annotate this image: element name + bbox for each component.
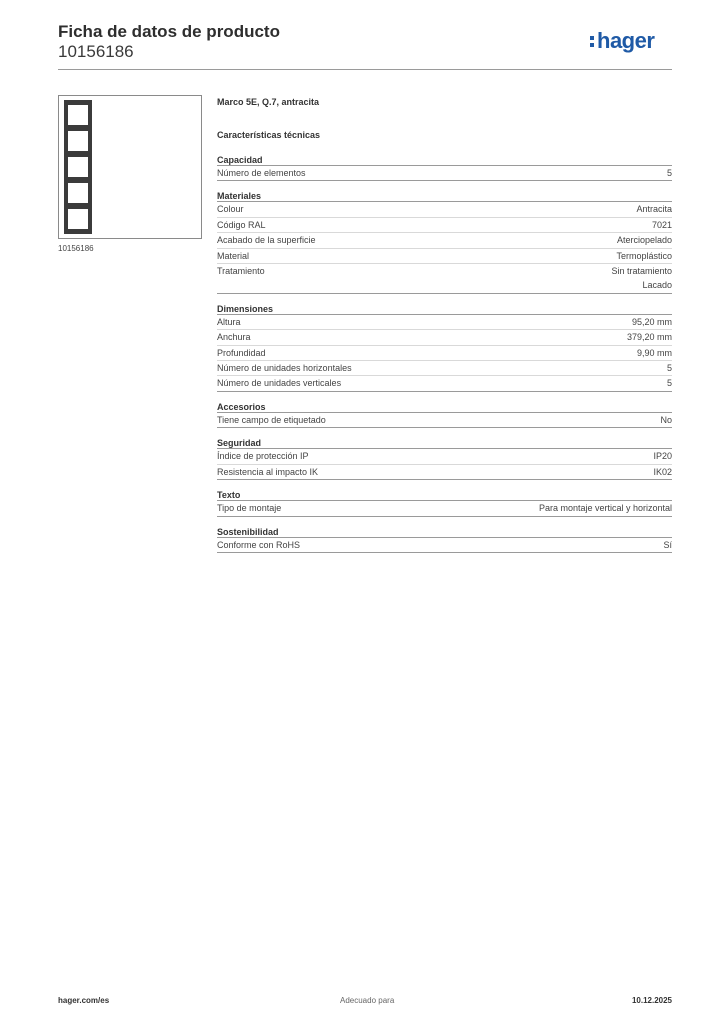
spec-label: Material bbox=[217, 250, 250, 261]
spec-row bbox=[217, 345, 672, 360]
spec-label: Número de unidades horizontales bbox=[217, 363, 352, 374]
svg-text:hager: hager bbox=[597, 28, 655, 53]
spec-row bbox=[217, 248, 672, 263]
spec-value: 379,20 mm bbox=[626, 332, 672, 343]
spec-label: Altura bbox=[217, 316, 241, 327]
section-rows bbox=[217, 166, 672, 181]
spec-row bbox=[217, 329, 672, 344]
spec-value: Antracita bbox=[636, 204, 672, 215]
document-number: 10156186 bbox=[58, 42, 134, 61]
spec-value: IK02 bbox=[653, 466, 672, 477]
spec-row bbox=[217, 413, 672, 427]
spec-content bbox=[217, 96, 672, 553]
spec-section bbox=[217, 438, 672, 480]
spec-value: 5 bbox=[666, 378, 672, 389]
section-title: Seguridad bbox=[217, 438, 672, 449]
footer-date: 10.12.2025 bbox=[631, 996, 672, 1005]
spec-value: 95,20 mm bbox=[631, 316, 672, 327]
footer-suitable-for: Adecuado para bbox=[340, 996, 395, 1005]
section-title: Dimensiones bbox=[217, 304, 672, 315]
spec-row bbox=[217, 501, 672, 515]
spec-label: Código RAL bbox=[217, 219, 266, 230]
spec-value: IP20 bbox=[653, 451, 672, 462]
spec-value: Aterciopelado bbox=[616, 235, 672, 246]
spec-label: Acabado de la superficie bbox=[217, 235, 316, 246]
section-rows bbox=[217, 538, 672, 553]
spec-section bbox=[217, 402, 672, 428]
spec-label: Número de unidades verticales bbox=[217, 378, 342, 389]
spec-value: Sí bbox=[663, 539, 672, 550]
spec-row bbox=[217, 375, 672, 390]
section-title: Materiales bbox=[217, 191, 672, 202]
spec-sections bbox=[217, 155, 672, 553]
spec-section bbox=[217, 527, 672, 553]
product-title: Marco 5E, Q.7, antracita bbox=[217, 97, 320, 107]
spec-section bbox=[217, 304, 672, 392]
spec-section bbox=[217, 490, 672, 516]
spec-row bbox=[217, 315, 672, 329]
spec-section bbox=[217, 155, 672, 181]
document-header bbox=[58, 22, 672, 70]
product-thumbnail bbox=[58, 95, 202, 239]
spec-value: Termoplástico bbox=[616, 250, 672, 261]
spec-value: 5 bbox=[666, 168, 672, 178]
spec-label: Conforme con RoHS bbox=[217, 539, 301, 550]
spec-row bbox=[217, 360, 672, 375]
footer-website: hager.com/es bbox=[58, 996, 110, 1005]
section-rows bbox=[217, 202, 672, 293]
spec-value: No bbox=[660, 414, 672, 425]
spec-label: Profundidad bbox=[217, 347, 266, 358]
section-title: Sostenibilidad bbox=[217, 527, 672, 538]
section-rows bbox=[217, 501, 672, 516]
spec-label: Anchura bbox=[217, 332, 251, 343]
section-rows bbox=[217, 315, 672, 392]
spec-row bbox=[217, 464, 672, 479]
thumbnail-caption: 10156186 bbox=[58, 244, 94, 253]
spec-label: Índice de protección IP bbox=[217, 451, 309, 462]
spec-row bbox=[217, 538, 672, 552]
section-rows bbox=[217, 413, 672, 428]
frame-illustration bbox=[59, 96, 201, 238]
section-rows bbox=[217, 449, 672, 480]
spec-label: Tratamiento bbox=[217, 266, 265, 277]
spec-value: Para montaje vertical y horizontal bbox=[538, 503, 672, 514]
spec-row bbox=[217, 449, 672, 463]
spec-row bbox=[217, 232, 672, 247]
technical-characteristics-heading: Características técnicas bbox=[217, 130, 321, 140]
spec-label: Número de elementos bbox=[217, 168, 306, 178]
section-title: Texto bbox=[217, 490, 672, 501]
spec-section bbox=[217, 191, 672, 293]
spec-row bbox=[217, 166, 672, 180]
spec-row bbox=[217, 263, 672, 293]
section-title: Capacidad bbox=[217, 155, 672, 166]
spec-label: Tiene campo de etiquetado bbox=[217, 414, 326, 425]
spec-label: Resistencia al impacto IK bbox=[217, 466, 319, 477]
spec-value: 9,90 mm bbox=[636, 347, 672, 358]
spec-label: Tipo de montaje bbox=[217, 503, 282, 514]
hager-logo bbox=[588, 26, 672, 56]
spec-value: 7021 bbox=[651, 219, 672, 230]
spec-value: 5 bbox=[666, 363, 672, 374]
section-title: Accesorios bbox=[217, 402, 672, 413]
spec-label: Colour bbox=[217, 204, 244, 215]
spec-row bbox=[217, 217, 672, 232]
spec-row bbox=[217, 202, 672, 216]
document-title: Ficha de datos de producto bbox=[58, 22, 280, 41]
spec-value: Sin tratamiento Lacado bbox=[611, 266, 672, 291]
